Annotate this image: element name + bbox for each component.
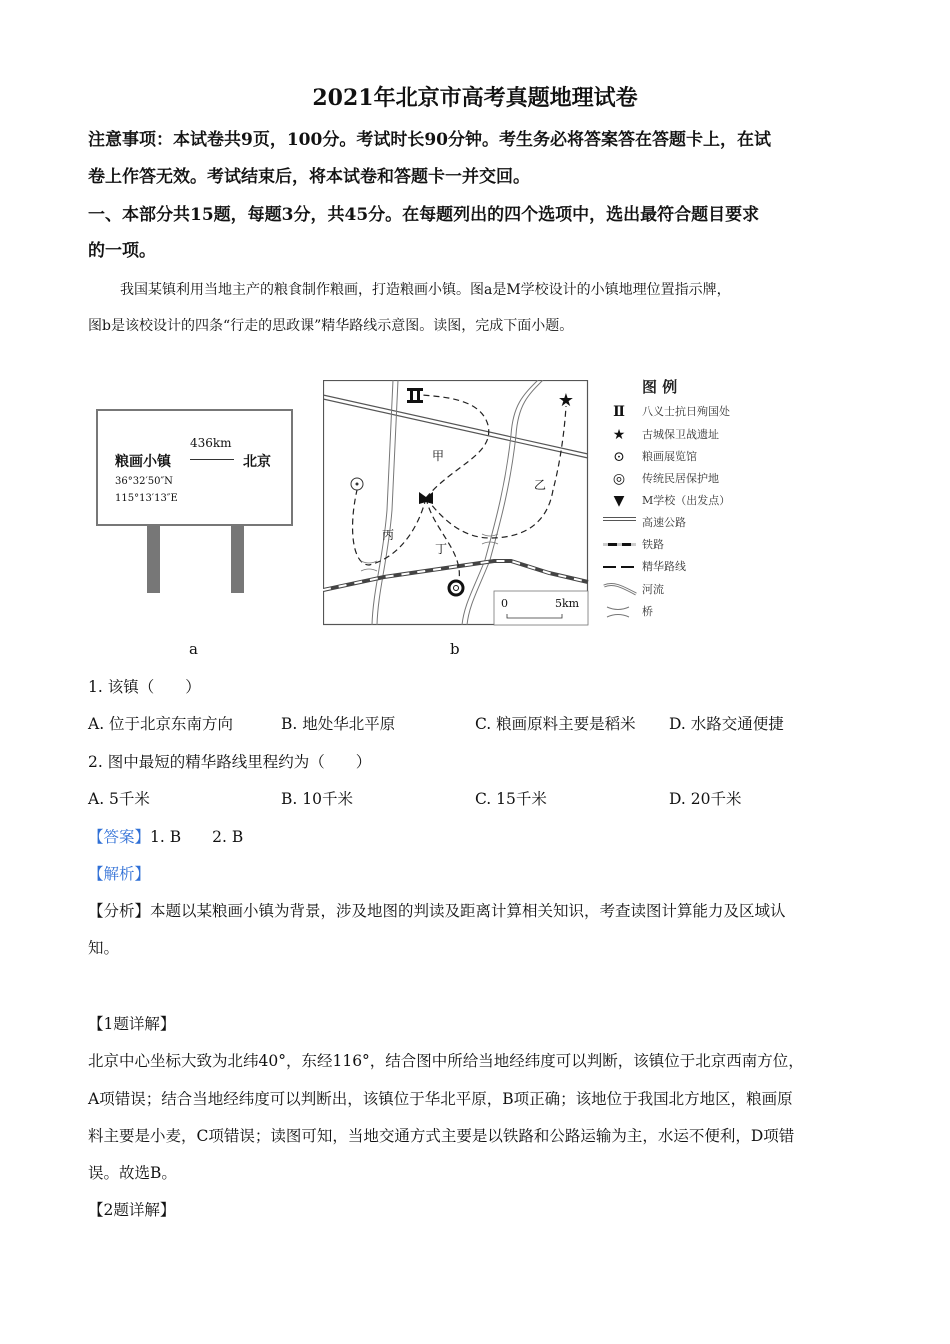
location-sign <box>96 409 293 526</box>
legend-item: 八义士抗日殉国处 <box>642 405 730 418</box>
route-label-bing: 丙 <box>382 528 395 542</box>
q2-option-a: A. 5千米 <box>88 790 150 808</box>
star-icon: ★ <box>557 390 575 411</box>
map-border <box>324 381 588 625</box>
bridge-icon <box>606 605 630 619</box>
q1-option-a: A. 位于北京东南方向 <box>88 715 234 733</box>
figure-b-caption: b <box>450 640 460 658</box>
legend-item: 桥 <box>642 605 653 618</box>
legend-item: 精华路线 <box>642 560 686 573</box>
analysis-line-1: 【分析】本题以某粮画小镇为背景，涉及地图的判读及距离计算相关知识，考查读图计算能力及区域认 <box>88 902 786 920</box>
notice-line-1: 注意事项：本试卷共9页，100分。考试时长90分钟。考生务必将答案答在答题卡上，在试 <box>88 130 771 150</box>
q1-option-b: B. 地处华北平原 <box>281 715 396 733</box>
detail1-line: 误。故选B。 <box>88 1164 177 1182</box>
star-icon: ★ <box>612 427 626 443</box>
sign-town: 粮画小镇 <box>115 454 171 470</box>
route-label-jia: 甲 <box>432 449 445 463</box>
detail1-line: 料主要是小麦，C项错误；读图可知，当地交通方式主要是以铁路和公路运输为主，水运不便利，D项错 <box>88 1127 795 1145</box>
river-symbol <box>603 582 637 596</box>
heritage-icon: ◎ <box>612 471 626 487</box>
scale-max: 5km <box>555 597 580 610</box>
analysis-label: 【解析】 <box>88 865 151 883</box>
section-line-1: 一、本部分共15题，每题3分，共45分。在每题列出的四个选项中，选出最符合题目要求 <box>88 205 760 225</box>
railway-symbol <box>603 543 636 546</box>
sign-longitude: 115°13′13″E <box>115 493 178 504</box>
page-title: 2021年北京市高考真题地理试卷 <box>312 85 638 111</box>
legend-item: 高速公路 <box>642 516 686 529</box>
sign-latitude: 36°32′50″N <box>115 476 173 487</box>
route-map <box>323 380 589 626</box>
legend-item: 粮画展览馆 <box>642 450 697 463</box>
q2-stem: 2. 图中最短的精华路线里程约为（ ） <box>88 753 372 771</box>
q1-option-c: C. 粮画原料主要是稻米 <box>475 715 636 733</box>
q1-option-d: D. 水路交通便捷 <box>669 715 784 733</box>
sign-distance: 436km <box>190 436 232 450</box>
q2-option-c: C. 15千米 <box>475 790 547 808</box>
section-line-2: 的一项。 <box>88 241 156 261</box>
sign-beijing: 北京 <box>243 454 271 470</box>
legend-item: 传统民居保护地 <box>642 472 719 485</box>
route-label-ding: 丁 <box>435 542 448 556</box>
detail1-label: 【1题详解】 <box>88 1015 176 1033</box>
legend-item: M学校（出发点） <box>642 494 731 507</box>
monument-icon: Ⅱ <box>613 404 625 420</box>
legend-item: 古城保卫战遗址 <box>642 428 719 441</box>
answer <box>88 830 243 846</box>
sign-post <box>231 525 244 593</box>
notice-line-2: 卷上作答无效。考试结束后，将本试卷和答题卡一并交回。 <box>88 167 530 187</box>
highway-symbol <box>603 517 636 521</box>
q2-option-b: B. 10千米 <box>281 790 353 808</box>
q1-stem: 1. 该镇（ ） <box>88 678 201 696</box>
route-symbol <box>603 566 636 568</box>
intro-line-2: 图b是该校设计的四条“行走的思政课”精华路线示意图。读图，完成下面小题。 <box>88 318 574 334</box>
school-icon: ▼ <box>613 493 625 509</box>
legend-title: 图 例 <box>642 378 678 396</box>
intro-line-1: 我国某镇利用当地主产的粮食制作粮画，打造粮画小镇。图a是M学校设计的小镇地理位置指示牌， <box>120 282 731 298</box>
sign-line <box>190 459 234 460</box>
q2-option-d: D. 20千米 <box>669 790 742 808</box>
answer-label: 【答案】 <box>88 828 151 846</box>
scale-zero: 0 <box>501 597 508 610</box>
answer-values: 1. B 2. B <box>150 828 244 846</box>
detail1-line: 北京中心坐标大致为北纬40°，东经116°，结合图中所给当地经纬度可以判断，该镇位于北京西南方位， <box>88 1052 804 1070</box>
sign-post <box>147 525 160 593</box>
route-label-yi: 乙 <box>534 478 547 492</box>
detail1-line: A项错误；结合当地经纬度可以判断出，该镇位于华北平原，B项正确；该地位于我国北方地区，粮画原 <box>88 1090 793 1108</box>
legend-item: 铁路 <box>642 538 664 551</box>
figure-a-caption: a <box>189 640 198 658</box>
legend-item: 河流 <box>642 583 664 596</box>
analysis-line-2: 知。 <box>88 939 120 957</box>
exhibition-icon: ⊙ <box>613 449 625 465</box>
detail2-label: 【2题详解】 <box>88 1201 176 1219</box>
